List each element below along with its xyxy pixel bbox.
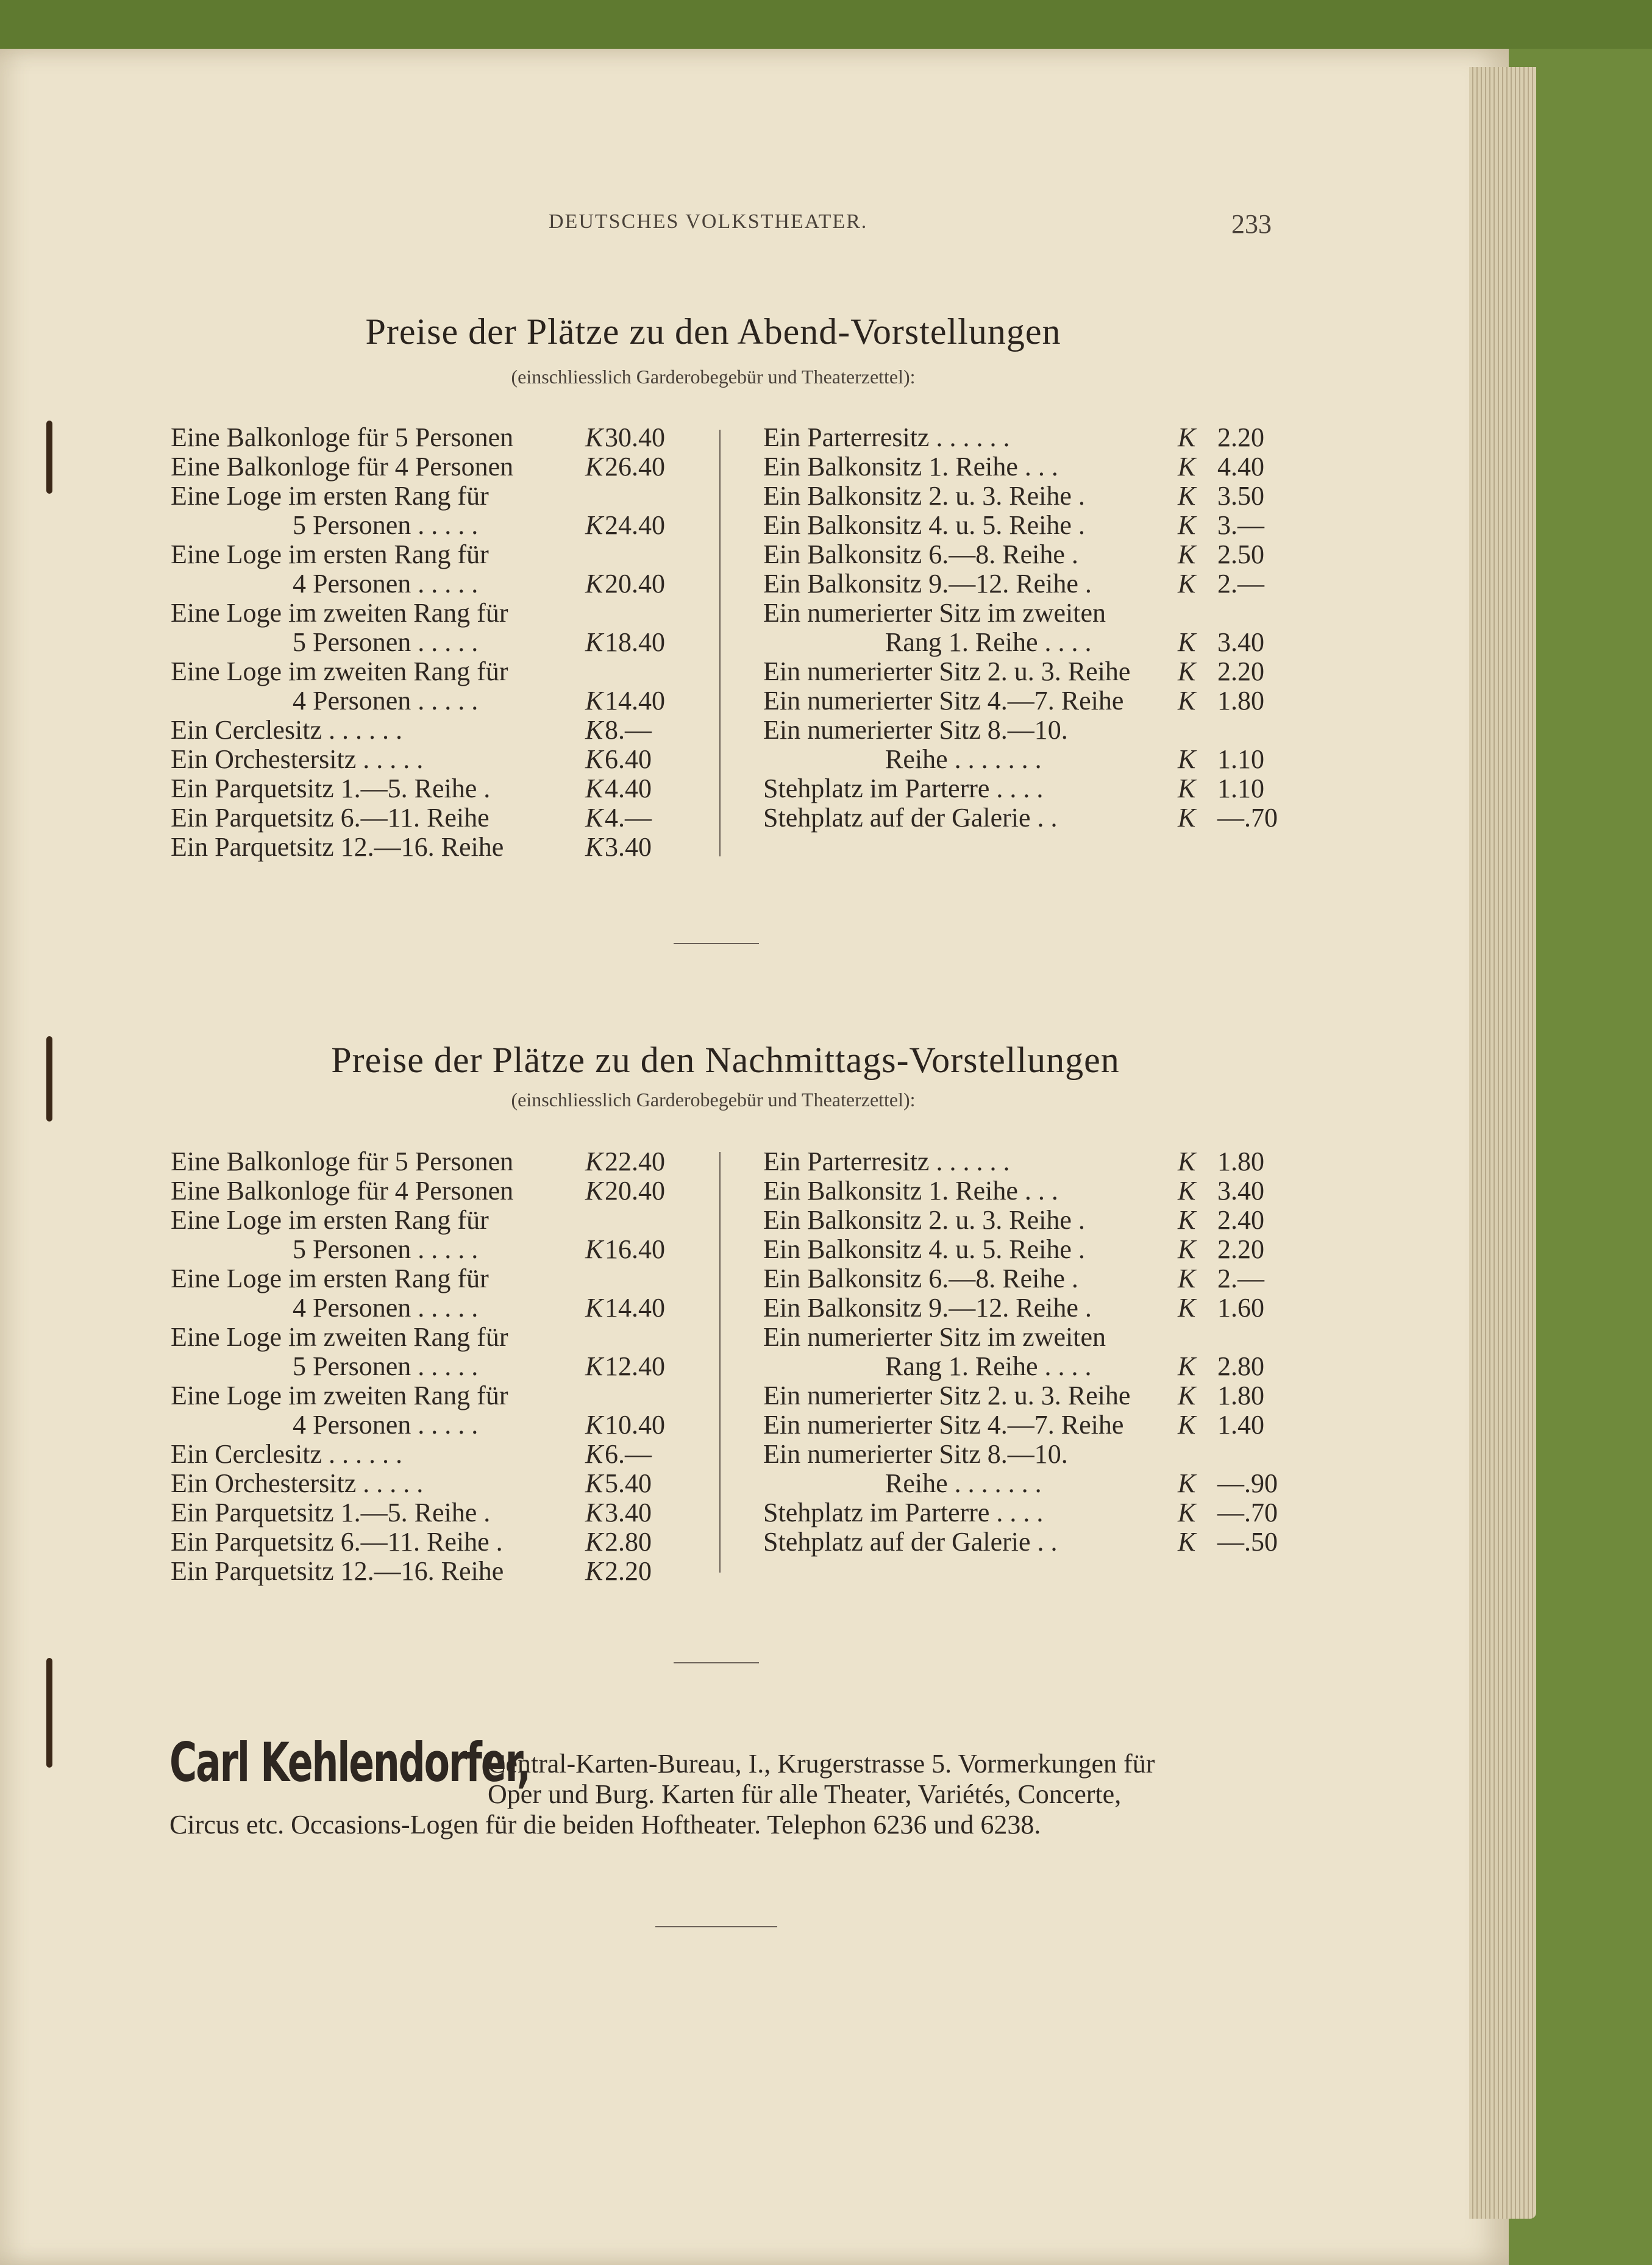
- price-row: [171, 716, 695, 745]
- book-cover-edge: [0, 0, 1652, 49]
- price-label: Ein Parquetsitz 12.—16. Reihe: [171, 1556, 504, 1586]
- price-value: 2.40: [1217, 1205, 1264, 1235]
- price-row: [171, 1498, 695, 1527]
- price-label: Ein numerierter Sitz im zweiten: [763, 598, 1106, 628]
- price-value: 2.—: [1217, 1264, 1264, 1293]
- price-row: [763, 1176, 1312, 1206]
- price-row: [763, 599, 1312, 628]
- price-label: Ein Parquetsitz 1.—5. Reihe .: [171, 773, 491, 803]
- price-row: [763, 686, 1312, 716]
- price-value: 2.20: [1217, 656, 1264, 686]
- price-label: Eine Loge im ersten Rang für: [171, 481, 489, 511]
- price-label: Ein numerierter Sitz 2. u. 3. Reihe: [763, 1381, 1131, 1410]
- price-row: [763, 1410, 1312, 1440]
- binding-thread-mark: [46, 1658, 52, 1768]
- currency-symbol: K: [1178, 1205, 1196, 1235]
- currency-symbol: K: [1178, 510, 1196, 540]
- price-row: [763, 803, 1312, 833]
- price-row: [171, 540, 695, 569]
- currency-symbol: K: [585, 744, 603, 774]
- price-value: 1.10: [1217, 744, 1264, 774]
- currency-symbol: K: [1178, 1147, 1196, 1176]
- currency-symbol: K: [585, 1351, 603, 1381]
- price-label: Eine Loge im ersten Rang für: [171, 539, 489, 569]
- currency-symbol: K: [585, 1468, 603, 1498]
- price-label: Ein Balkonsitz 2. u. 3. Reihe .: [763, 1205, 1085, 1235]
- price-label: 5 Personen . . . . .: [293, 627, 479, 657]
- price-value: 3.40: [1217, 627, 1264, 657]
- price-row: [763, 423, 1312, 452]
- price-label: Ein Cerclesitz . . . . . .: [171, 1439, 403, 1469]
- price-value: 2.20: [605, 1556, 652, 1586]
- price-label: Ein numerierter Sitz 2. u. 3. Reihe: [763, 656, 1131, 686]
- section-rule: [674, 943, 759, 944]
- price-value: 1.80: [1217, 686, 1264, 716]
- price-row: [171, 1440, 695, 1469]
- price-value: 10.40: [605, 1410, 665, 1440]
- price-label: Eine Loge im zweiten Rang für: [171, 1381, 508, 1410]
- price-label: Stehplatz im Parterre . . . .: [763, 773, 1044, 803]
- price-label: Reihe . . . . . . .: [885, 1468, 1042, 1498]
- price-value: —.90: [1217, 1468, 1278, 1498]
- binding-thread-mark: [46, 1036, 52, 1122]
- price-value: 2.80: [1217, 1351, 1264, 1381]
- price-row: [763, 1293, 1312, 1323]
- currency-symbol: K: [585, 1147, 603, 1176]
- price-label: Eine Loge im ersten Rang für: [171, 1264, 489, 1293]
- price-label: Ein Orchestersitz . . . . .: [171, 744, 424, 774]
- section-rule: [674, 1662, 759, 1663]
- price-value: 2.20: [1217, 1234, 1264, 1264]
- price-row: [171, 774, 695, 803]
- price-row: [763, 1469, 1312, 1498]
- price-row: [763, 482, 1312, 511]
- price-label: Stehplatz im Parterre . . . .: [763, 1498, 1044, 1527]
- price-label: Eine Loge im ersten Rang für: [171, 1205, 489, 1235]
- price-label: 4 Personen . . . . .: [293, 1293, 479, 1323]
- price-value: 20.40: [605, 569, 665, 599]
- currency-symbol: K: [585, 569, 603, 599]
- price-label: Eine Balkonloge für 4 Personen: [171, 452, 514, 482]
- price-label: Ein Balkonsitz 6.—8. Reihe .: [763, 539, 1078, 569]
- advertisement-name: Carl Kehlendorfer,: [169, 1731, 530, 1794]
- price-label: 4 Personen . . . . .: [293, 569, 479, 599]
- evening-section-title: Preise der Plätze zu den Abend-Vorstellungen: [365, 311, 1061, 352]
- currency-symbol: K: [1178, 773, 1196, 803]
- price-value: 14.40: [605, 1293, 665, 1323]
- price-value: 30.40: [605, 422, 665, 452]
- advertisement-line-3: Circus etc. Occasions-Logen für die beiden Hoftheater. Telephon 6236 und 6238.: [169, 1810, 1041, 1840]
- price-label: Rang 1. Reihe . . . .: [885, 627, 1092, 657]
- price-row: [171, 1176, 695, 1206]
- currency-symbol: K: [1178, 1468, 1196, 1498]
- price-row: [763, 628, 1312, 657]
- currency-symbol: K: [585, 1556, 603, 1586]
- price-label: Ein Balkonsitz 4. u. 5. Reihe .: [763, 1234, 1085, 1264]
- page-end-rule: [655, 1926, 777, 1927]
- currency-symbol: K: [1178, 627, 1196, 657]
- column-divider: [719, 430, 721, 856]
- currency-symbol: K: [1178, 1351, 1196, 1381]
- price-label: Ein Balkonsitz 1. Reihe . . .: [763, 1176, 1058, 1206]
- currency-symbol: K: [585, 627, 603, 657]
- price-value: 3.40: [1217, 1176, 1264, 1206]
- price-value: 4.40: [1217, 452, 1264, 482]
- currency-symbol: K: [1178, 686, 1196, 716]
- currency-symbol: K: [585, 1176, 603, 1206]
- currency-symbol: K: [1178, 1498, 1196, 1527]
- currency-symbol: K: [1178, 1176, 1196, 1206]
- price-label: Eine Balkonloge für 5 Personen: [171, 422, 514, 452]
- price-value: 8.—: [605, 715, 652, 745]
- price-row: [763, 1352, 1312, 1381]
- currency-symbol: K: [585, 715, 603, 745]
- price-label: Ein Cerclesitz . . . . . .: [171, 715, 403, 745]
- price-row: [171, 1557, 695, 1586]
- price-value: 3.40: [605, 1498, 652, 1527]
- price-label: Ein numerierter Sitz im zweiten: [763, 1322, 1106, 1352]
- advertisement-line-2: Oper und Burg. Karten für alle Theater, Variétés, Concerte,: [488, 1779, 1122, 1809]
- price-row: [171, 833, 695, 862]
- currency-symbol: K: [585, 1527, 603, 1557]
- price-row: [171, 1147, 695, 1176]
- price-value: 2.20: [1217, 422, 1264, 452]
- price-row: [763, 1235, 1312, 1264]
- price-row: [171, 745, 695, 774]
- price-row: [763, 657, 1312, 686]
- running-title: DEUTSCHES VOLKSTHEATER.: [549, 210, 868, 233]
- price-value: 4.—: [605, 803, 652, 833]
- price-label: Ein Parterresitz . . . . . .: [763, 422, 1010, 452]
- price-label: 5 Personen . . . . .: [293, 1234, 479, 1264]
- currency-symbol: K: [1178, 656, 1196, 686]
- price-value: 5.40: [605, 1468, 652, 1498]
- price-value: 24.40: [605, 510, 665, 540]
- price-row: [171, 803, 695, 833]
- price-row: [763, 1323, 1312, 1352]
- price-label: Ein Balkonsitz 4. u. 5. Reihe .: [763, 510, 1085, 540]
- page-number: 233: [1231, 209, 1272, 239]
- currency-symbol: K: [1178, 452, 1196, 482]
- price-value: 12.40: [605, 1351, 665, 1381]
- price-label: Ein numerierter Sitz 8.—10.: [763, 715, 1068, 745]
- price-value: 3.40: [605, 832, 652, 862]
- price-row: [763, 1264, 1312, 1293]
- price-row: [171, 599, 695, 628]
- price-value: —.70: [1217, 803, 1278, 833]
- price-value: 1.80: [1217, 1147, 1264, 1176]
- price-label: Stehplatz auf der Galerie . .: [763, 1527, 1058, 1557]
- price-row: [763, 745, 1312, 774]
- currency-symbol: K: [585, 1293, 603, 1323]
- price-value: 3.50: [1217, 481, 1264, 511]
- price-row: [171, 423, 695, 452]
- column-divider: [719, 1152, 721, 1573]
- price-row: [171, 1264, 695, 1293]
- page-edges: [1469, 67, 1536, 2219]
- price-row: [171, 1527, 695, 1557]
- price-row: [171, 657, 695, 686]
- price-value: 4.40: [605, 773, 652, 803]
- price-row: [171, 686, 695, 716]
- price-label: Ein Balkonsitz 9.—12. Reihe .: [763, 569, 1092, 599]
- price-label: Ein Balkonsitz 6.—8. Reihe .: [763, 1264, 1078, 1293]
- price-value: —.50: [1217, 1527, 1278, 1557]
- price-label: Ein numerierter Sitz 8.—10.: [763, 1439, 1068, 1469]
- binding-thread-mark: [46, 421, 52, 494]
- price-value: 26.40: [605, 452, 665, 482]
- currency-symbol: K: [1178, 1410, 1196, 1440]
- price-row: [763, 1381, 1312, 1410]
- price-value: 1.10: [1217, 773, 1264, 803]
- price-value: 18.40: [605, 627, 665, 657]
- price-row: [763, 774, 1312, 803]
- price-row: [763, 452, 1312, 482]
- price-row: [171, 628, 695, 657]
- price-label: Ein Parterresitz . . . . . .: [763, 1147, 1010, 1176]
- price-value: 22.40: [605, 1147, 665, 1176]
- price-value: 6.40: [605, 744, 652, 774]
- price-label: Reihe . . . . . . .: [885, 744, 1042, 774]
- currency-symbol: K: [1178, 744, 1196, 774]
- price-row: [171, 1323, 695, 1352]
- price-row: [171, 482, 695, 511]
- currency-symbol: K: [585, 1234, 603, 1264]
- price-row: [171, 452, 695, 482]
- price-row: [171, 511, 695, 540]
- price-value: 2.80: [605, 1527, 652, 1557]
- price-row: [171, 1206, 695, 1235]
- evening-section-subtitle: (einschliesslich Garderobegebür und Theaterzettel):: [511, 366, 916, 388]
- currency-symbol: K: [585, 832, 603, 862]
- price-row: [171, 1352, 695, 1381]
- price-label: Ein numerierter Sitz 4.—7. Reihe: [763, 1410, 1124, 1440]
- price-label: Ein Balkonsitz 1. Reihe . . .: [763, 452, 1058, 482]
- price-label: Eine Loge im zweiten Rang für: [171, 598, 508, 628]
- price-value: 6.—: [605, 1439, 652, 1469]
- currency-symbol: K: [1178, 481, 1196, 511]
- price-row: [763, 1527, 1312, 1557]
- price-value: 20.40: [605, 1176, 665, 1206]
- currency-symbol: K: [1178, 1264, 1196, 1293]
- price-row: [171, 1469, 695, 1498]
- currency-symbol: K: [1178, 1527, 1196, 1557]
- price-label: 5 Personen . . . . .: [293, 1351, 479, 1381]
- price-label: 4 Personen . . . . .: [293, 1410, 479, 1440]
- currency-symbol: K: [585, 1498, 603, 1527]
- currency-symbol: K: [585, 1439, 603, 1469]
- price-row: [171, 1381, 695, 1410]
- currency-symbol: K: [585, 803, 603, 833]
- price-row: [763, 716, 1312, 745]
- price-row: [763, 1440, 1312, 1469]
- price-label: Ein Parquetsitz 6.—11. Reihe .: [171, 1527, 503, 1557]
- price-label: Ein Parquetsitz 6.—11. Reihe: [171, 803, 490, 833]
- currency-symbol: K: [585, 1410, 603, 1440]
- price-label: Eine Balkonloge für 4 Personen: [171, 1176, 514, 1206]
- currency-symbol: K: [1178, 803, 1196, 833]
- price-value: 14.40: [605, 686, 665, 716]
- currency-symbol: K: [1178, 1381, 1196, 1410]
- price-value: 1.60: [1217, 1293, 1264, 1323]
- price-label: Ein numerierter Sitz 4.—7. Reihe: [763, 686, 1124, 716]
- price-label: Ein Balkonsitz 2. u. 3. Reihe .: [763, 481, 1085, 511]
- price-label: Eine Loge im zweiten Rang für: [171, 656, 508, 686]
- afternoon-section-title: Preise der Plätze zu den Nachmittags-Vorstellungen: [331, 1040, 1120, 1080]
- price-label: Rang 1. Reihe . . . .: [885, 1351, 1092, 1381]
- price-label: Eine Loge im zweiten Rang für: [171, 1322, 508, 1352]
- currency-symbol: K: [585, 452, 603, 482]
- currency-symbol: K: [585, 686, 603, 716]
- price-label: Ein Parquetsitz 12.—16. Reihe: [171, 832, 504, 862]
- price-label: 5 Personen . . . . .: [293, 510, 479, 540]
- price-row: [763, 540, 1312, 569]
- price-value: 3.—: [1217, 510, 1264, 540]
- price-label: Stehplatz auf der Galerie . .: [763, 803, 1058, 833]
- price-row: [171, 569, 695, 599]
- afternoon-section-subtitle: (einschliesslich Garderobegebür und Theaterzettel):: [511, 1089, 916, 1111]
- price-label: Ein Balkonsitz 9.—12. Reihe .: [763, 1293, 1092, 1323]
- price-row: [171, 1235, 695, 1264]
- afternoon-left-column: [171, 1147, 695, 1586]
- price-label: Ein Parquetsitz 1.—5. Reihe .: [171, 1498, 491, 1527]
- evening-right-column: [763, 423, 1312, 833]
- price-row: [763, 511, 1312, 540]
- currency-symbol: K: [1178, 1234, 1196, 1264]
- currency-symbol: K: [1178, 422, 1196, 452]
- price-value: 2.—: [1217, 569, 1264, 599]
- price-row: [171, 1293, 695, 1323]
- price-label: 4 Personen . . . . .: [293, 686, 479, 716]
- price-row: [763, 569, 1312, 599]
- price-value: 16.40: [605, 1234, 665, 1264]
- price-row: [763, 1147, 1312, 1176]
- advertisement-line-1: Central-Karten-Bureau, I., Krugerstrasse 5. Vormerkungen für: [488, 1749, 1155, 1779]
- currency-symbol: K: [585, 422, 603, 452]
- price-value: 1.80: [1217, 1381, 1264, 1410]
- currency-symbol: K: [585, 773, 603, 803]
- currency-symbol: K: [1178, 569, 1196, 599]
- price-label: Ein Orchestersitz . . . . .: [171, 1468, 424, 1498]
- price-value: —.70: [1217, 1498, 1278, 1527]
- price-row: [171, 1410, 695, 1440]
- currency-symbol: K: [1178, 1293, 1196, 1323]
- evening-left-column: [171, 423, 695, 862]
- price-value: 1.40: [1217, 1410, 1264, 1440]
- price-value: 2.50: [1217, 539, 1264, 569]
- afternoon-right-column: [763, 1147, 1312, 1557]
- price-label: Eine Balkonloge für 5 Personen: [171, 1147, 514, 1176]
- currency-symbol: K: [585, 510, 603, 540]
- currency-symbol: K: [1178, 539, 1196, 569]
- price-row: [763, 1498, 1312, 1527]
- price-row: [763, 1206, 1312, 1235]
